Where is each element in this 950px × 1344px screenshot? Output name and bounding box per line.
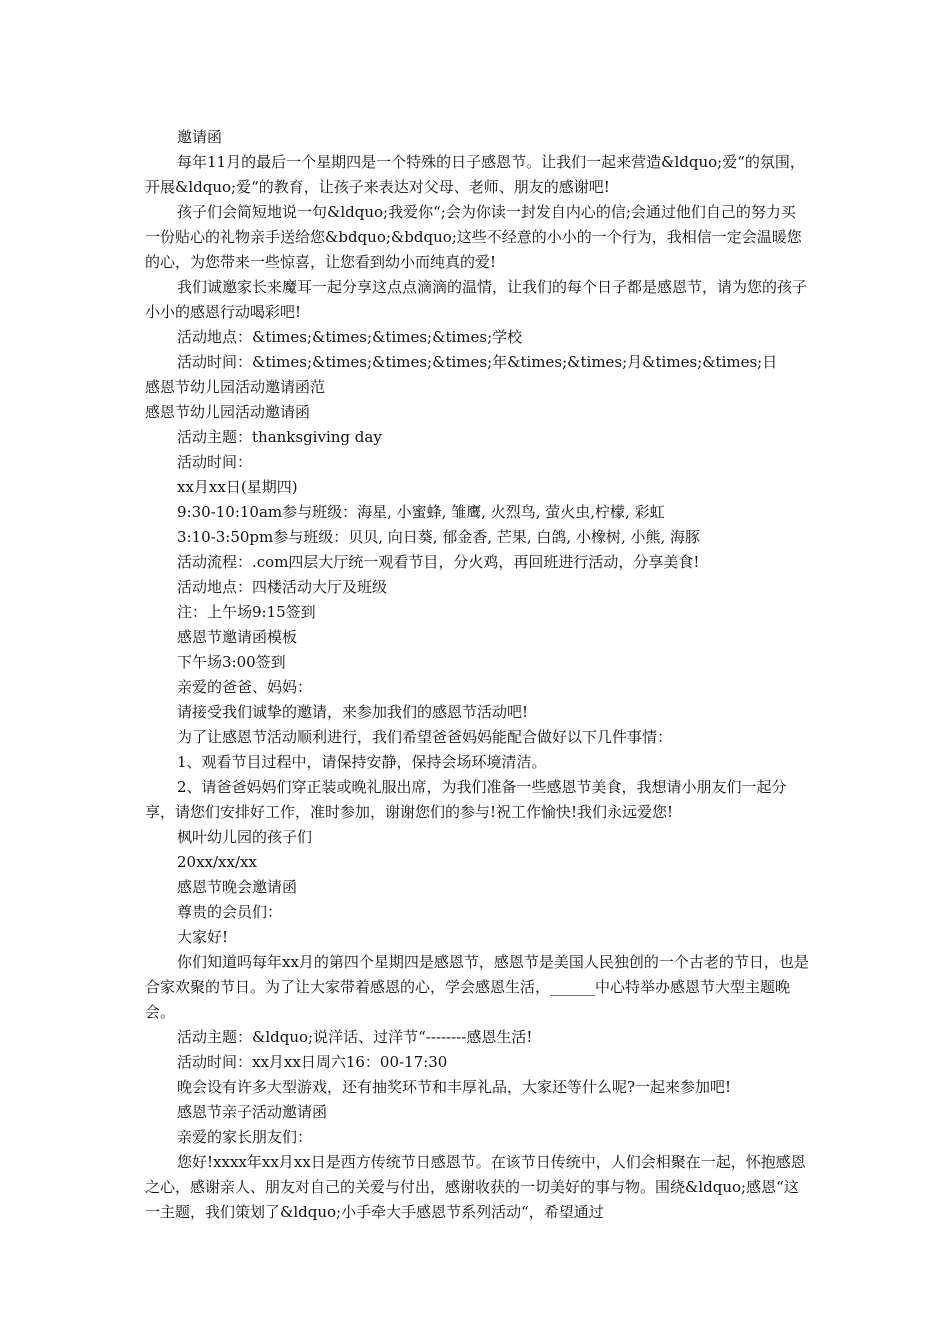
paragraph: 感恩节幼儿园活动邀请函范 [145, 378, 326, 396]
paragraph: 亲爱的家长朋友们： [177, 1128, 313, 1146]
paragraph: 9:30-10:10am参与班级：海星, 小蜜蜂, 雏鹰, 火烈鸟, 萤火虫,柠檬, 彩虹 [177, 503, 665, 521]
paragraph: 感恩节晚会邀请函 [177, 878, 298, 896]
paragraph: 感恩节幼儿园活动邀请函 [145, 403, 311, 421]
paragraph: 你们知道吗每年xx月的第四个星期四是感恩节，感恩节是美国人民独创的一个古老的节日，也是合家欢聚的节日。为了让大家带着感恩的心，学会感恩生活，______中心特举办感恩节大型主题晚会。 [145, 953, 809, 1021]
paragraph: 1、观看节目过程中，请保持安静，保持会场环境清洁。 [177, 753, 547, 771]
paragraph: 活动地点：&times;&times;&times;&times;学校 [177, 328, 523, 346]
paragraph: 您好!xxxx年xx月xx日是西方传统节日感恩节。在该节日传统中，人们会相聚在一起，怀抱感恩之心，感谢亲人、朋友对自己的关爱与付出，感谢收获的一切美好的事与物。围绕&ldquo;感恩“这一主题，我们策划了&ldquo;小手牵大手感恩节系列活动“，希望通过 [145, 1153, 806, 1221]
paragraph: 活动流程：.com四层大厅统一观看节目，分火鸡，再回班进行活动，分享美食! [177, 553, 700, 571]
paragraph: 20xx/xx/xx [177, 853, 257, 871]
document-page [145, 125, 810, 1225]
paragraph: 大家好! [177, 928, 229, 946]
paragraph: 晚会设有许多大型游戏，还有抽奖环节和丰厚礼品，大家还等什么呢?一起来参加吧! [177, 1078, 732, 1096]
paragraph: 亲爱的爸爸、妈妈： [177, 678, 313, 696]
paragraph: 3:10-3:50pm参与班级：贝贝, 向日葵, 郁金香, 芒果, 白鸽, 小橡树, 小熊, 海豚 [177, 528, 701, 546]
paragraph: 2、请爸爸妈妈们穿正装或晚礼服出席，为我们准备一些感恩节美食，我想请小朋友们一起分享，请您们安排好工作，准时参加，谢谢您们的参与!祝工作愉快!我们永远爱您! [145, 778, 787, 821]
paragraph: 我们诚邀家长来魔耳一起分享这点点滴滴的温情，让我们的每个日子都是感恩节，请为您的孩子小小的感恩行动喝彩吧! [145, 278, 808, 321]
paragraph: 邀请函 [177, 128, 223, 146]
paragraph: 请接受我们诚挚的邀请，来参加我们的感恩节活动吧! [177, 703, 529, 721]
paragraph: 活动主题：&ldquo;说洋话、过洋节“--------感恩生活! [177, 1028, 533, 1046]
paragraph: 下午场3:00签到 [177, 653, 286, 671]
paragraph: 枫叶幼儿园的孩子们 [177, 828, 313, 846]
paragraph: 孩子们会简短地说一句&ldquo;我爱你“;会为你读一封发自内心的信;会通过他们自己的努力买一份贴心的礼物亲手送给您&bdquo;&bdquo;这些不经意的小小的一个行为，我相信一定会温暖您的心，为您带来一些惊喜，让您看到幼小而纯真的爱! [145, 203, 802, 271]
paragraph: 活动时间：&times;&times;&times;&times;年&times;&times;月&times;&times;日 [177, 353, 778, 371]
paragraph: 感恩节邀请函模板 [177, 628, 298, 646]
paragraph: 感恩节亲子活动邀请函 [177, 1103, 328, 1121]
paragraph: 尊贵的会员们： [177, 903, 283, 921]
paragraph: 活动时间：xx月xx日周六16：00-17:30 [177, 1053, 448, 1071]
paragraph: 每年11月的最后一个星期四是一个特殊的日子感恩节。让我们一起来营造&ldquo;爱“的氛围，开展&ldquo;爱“的教育，让孩子来表达对父母、老师、朋友的感谢吧! [145, 153, 805, 196]
paragraph: 为了让感恩节活动顺利进行，我们希望爸爸妈妈能配合做好以下几件事情： [177, 728, 673, 746]
paragraph: 活动地点：四楼活动大厅及班级 [177, 578, 388, 596]
paragraph: 活动时间： [177, 453, 253, 471]
paragraph: xx月xx日(星期四) [177, 478, 298, 496]
paragraph: 活动主题：thanksgiving day [177, 428, 382, 446]
paragraph: 注：上午场9:15签到 [177, 603, 316, 621]
